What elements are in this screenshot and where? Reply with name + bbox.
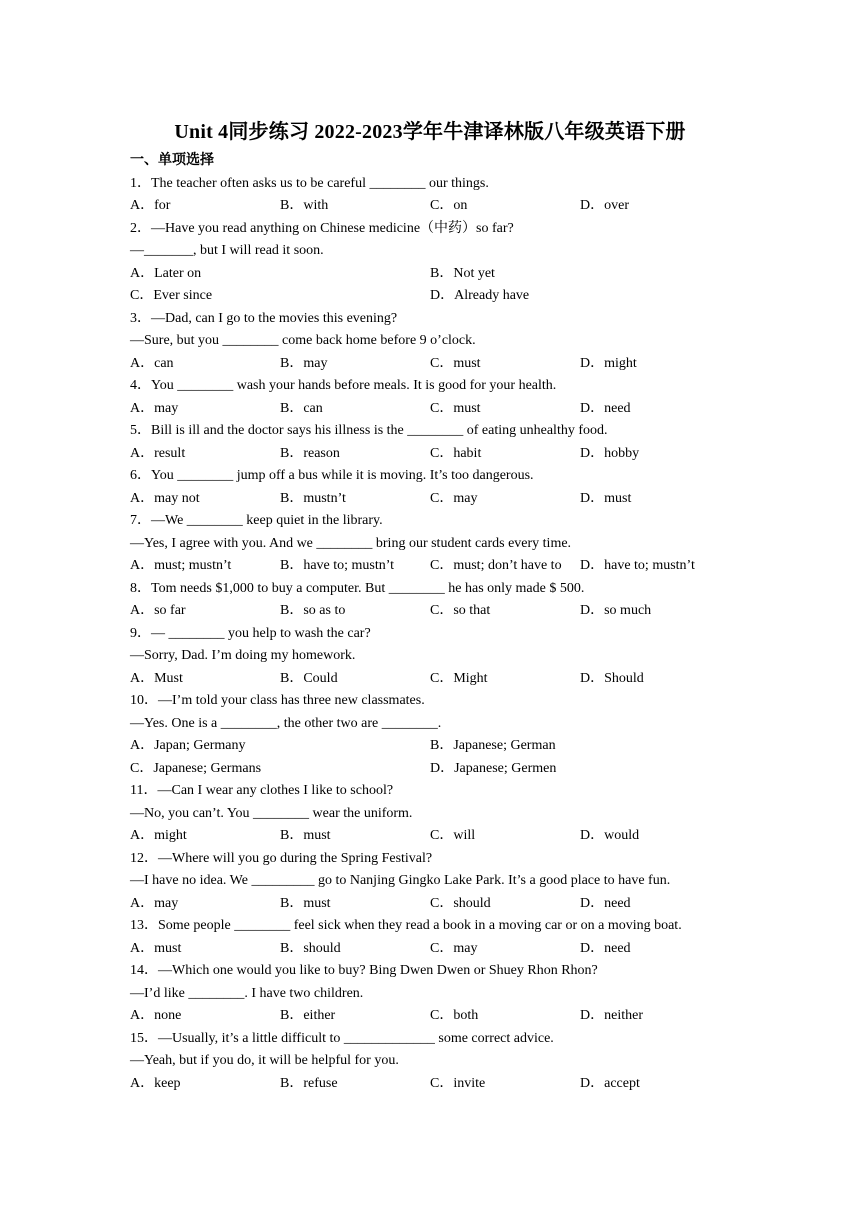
question-stem: 6．You ________ jump off a bus while it is moving. It’s too dangerous. <box>130 468 534 483</box>
question-dialogue-line: —Yes, I agree with you. And we ________ bring our student cards every time. <box>130 535 572 551</box>
option-row <box>130 195 750 218</box>
option-b: B．may <box>280 355 328 371</box>
option-c: C．must <box>430 400 481 416</box>
option-d: D．Japanese; Germen <box>430 760 557 776</box>
option-a: A．so far <box>130 603 186 618</box>
option-c: C．will <box>430 828 476 843</box>
option-b: B．must <box>280 895 331 911</box>
option-row <box>130 263 750 286</box>
question-stem: 15．—Usually, it’s a little difficult to _____________ some correct advice. <box>130 1030 554 1046</box>
option-b: B．should <box>280 940 341 956</box>
option-row <box>130 555 750 578</box>
option-b: B．Not yet <box>430 265 495 281</box>
option-d: D．must <box>580 490 632 506</box>
option-b: B．mustn’t <box>280 490 346 506</box>
option-d: D．need <box>580 940 631 956</box>
option-c: C．Ever since <box>130 288 213 303</box>
option-a: A．none <box>130 1008 182 1023</box>
option-row <box>130 758 750 781</box>
question-list <box>130 150 750 1095</box>
question-dialogue-line: —Sure, but you ________ come back home before 9 o’clock. <box>130 333 476 348</box>
option-c: C．must <box>430 355 481 371</box>
option-d: D．over <box>580 198 629 213</box>
question-dialogue-line: —Sorry, Dad. I’m doing my homework. <box>130 648 356 663</box>
option-d: D．hobby <box>580 445 640 461</box>
question-dialogue-line: —Yes. One is a ________, the other two are ________. <box>130 715 442 731</box>
option-row <box>130 285 750 308</box>
question-stem: 8．Tom needs $1,000 to buy a computer. But ________ he has only made $ 500. <box>130 580 585 596</box>
question-dialogue-line: —_______, but I will read it soon. <box>130 243 324 258</box>
question-stem: 5．Bill is ill and the doctor says his illness is the ________ of eating unhealthy food. <box>130 423 608 438</box>
option-a: A．can <box>130 355 174 371</box>
question-stem: 11．—Can I wear any clothes I like to school? <box>130 783 394 798</box>
question-stem: 12．—Where will you go during the Spring Festival? <box>130 850 433 866</box>
option-d: D．accept <box>580 1075 640 1091</box>
question-stem: 9．— ________ you help to wash the car? <box>130 625 371 641</box>
option-b: B．have to; mustn’t <box>280 558 395 573</box>
question-stem: 13．Some people ________ feel sick when they read a book in a moving car or on a moving boat. <box>130 918 682 933</box>
option-b: B．refuse <box>280 1075 338 1091</box>
question-stem: 14．—Which one would you like to buy? Bing Dwen Dwen or Shuey Rhon Rhon? <box>130 963 598 978</box>
option-a: A．result <box>130 445 186 461</box>
option-b: B．either <box>280 1008 336 1023</box>
section-heading: 一、单项选择 <box>130 153 214 168</box>
option-d: D．might <box>580 355 637 371</box>
option-a: A．must; mustn’t <box>130 558 232 573</box>
option-c: C．both <box>430 1008 479 1023</box>
option-a: A．Japan; Germany <box>130 738 246 753</box>
option-row <box>130 1073 750 1096</box>
question-stem: 4．You ________ wash your hands before meals. It is good for your health. <box>130 378 557 393</box>
option-b: B．reason <box>280 445 340 461</box>
option-a: A．Must <box>130 670 183 686</box>
question-stem: 1．The teacher often asks us to be careful ________ our things. <box>130 175 489 191</box>
option-d: D．neither <box>580 1008 643 1023</box>
option-a: A．may <box>130 400 179 416</box>
option-c: C．Japanese; Germans <box>130 760 262 776</box>
option-c: C．on <box>430 198 468 213</box>
option-row <box>130 893 750 916</box>
option-row <box>130 938 750 961</box>
option-b: B．Could <box>280 670 338 686</box>
option-d: D．would <box>580 828 640 843</box>
option-a: A．Later on <box>130 265 202 281</box>
option-c: C．so that <box>430 603 491 618</box>
option-b: B．with <box>280 198 329 213</box>
option-d: D．Already have <box>430 288 530 303</box>
option-d: D．have to; mustn’t <box>580 558 695 573</box>
option-row <box>130 600 750 623</box>
option-row <box>130 1005 750 1028</box>
option-c: C．Might <box>430 670 488 686</box>
question-stem: 10．—I’m told your class has three new classmates. <box>130 693 425 708</box>
question-stem: 7．—We ________ keep quiet in the library. <box>130 513 383 528</box>
option-b: B．so as to <box>280 603 346 618</box>
question-dialogue-line: —I have no idea. We _________ go to Nanjing Gingko Lake Park. It’s a good place to have fun. <box>130 873 671 888</box>
option-row <box>130 443 750 466</box>
option-d: D．so much <box>580 603 652 618</box>
option-c: C．may <box>430 490 478 506</box>
question-dialogue-line: —No, you can’t. You ________ wear the uniform. <box>130 805 413 821</box>
option-a: A．may <box>130 895 179 911</box>
question-dialogue-line: —Yeah, but if you do, it will be helpful for you. <box>130 1053 399 1068</box>
option-b: B．must <box>280 828 331 843</box>
option-a: A．might <box>130 828 187 843</box>
option-a: A．may not <box>130 490 200 506</box>
option-row <box>130 735 750 758</box>
page-title: Unit 4同步练习 2022-2023学年牛津译林版八年级英语下册 <box>174 121 686 143</box>
option-a: A．for <box>130 198 171 213</box>
option-b: B．Japanese; German <box>430 738 556 753</box>
option-row <box>130 668 750 691</box>
option-d: D．need <box>580 895 631 911</box>
option-a: A．must <box>130 940 182 956</box>
question-stem: 2．—Have you read anything on Chinese medicine（中药）so far? <box>130 220 514 236</box>
option-d: D．need <box>580 400 631 416</box>
option-d: D．Should <box>580 670 644 686</box>
option-c: C．should <box>430 895 491 911</box>
option-row <box>130 398 750 421</box>
option-c: C．invite <box>430 1075 486 1091</box>
question-dialogue-line: —I’d like ________. I have two children. <box>130 985 364 1001</box>
question-stem: 3．—Dad, can I go to the movies this evening? <box>130 310 398 326</box>
option-c: C．may <box>430 940 478 956</box>
option-row <box>130 488 750 511</box>
option-row <box>130 353 750 376</box>
option-c: C．habit <box>430 445 482 461</box>
option-a: A．keep <box>130 1075 181 1091</box>
option-c: C．must; don’t have to <box>430 558 562 573</box>
option-b: B．can <box>280 400 323 416</box>
option-row <box>130 825 750 848</box>
